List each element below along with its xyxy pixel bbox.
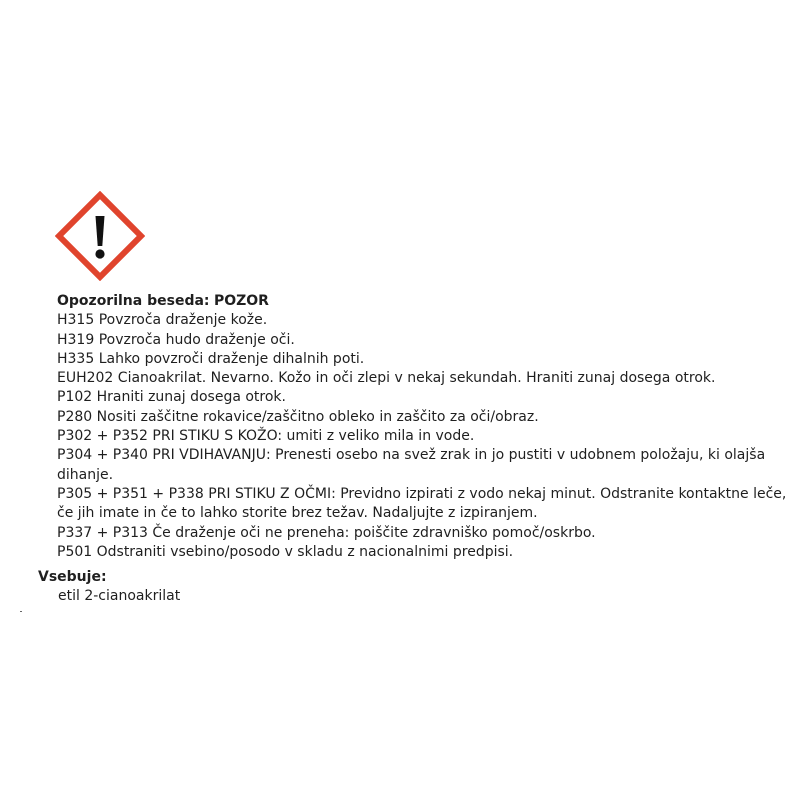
divider-mark (20, 611, 22, 612)
statement-p280: P280 Nositi zaščitne rokavice/zaščitno obleko in zaščito za oči/obraz. (57, 408, 539, 425)
statement-p102: P102 Hraniti zunaj dosega otrok. (57, 389, 286, 406)
contains-title: Vsebuje: (38, 569, 107, 585)
statement-h319: H319 Povzroča hudo draženje oči. (57, 331, 295, 348)
contains-section (38, 568, 180, 607)
statement-h335: H335 Lahko povzroči draženje dihalnih poti. (57, 350, 365, 367)
statement-p305-p351-p338: P305 + P351 + P338 PRI STIKU Z OČMI: Previdno izpirati z vodo nekaj minut. Odstranite kontaktne leče, če jih imate in če to lahko storite brez težav. Nadaljujte z izpiranjem. (57, 485, 787, 522)
ghs07-exclamation-mark-icon (55, 191, 145, 281)
statement-euh202: EUH202 Cianoakrilat. Nevarno. Kožo in oči zlepi v nekaj sekundah. Hraniti zunaj dosega otrok. (57, 370, 716, 387)
ghs-pictogram (55, 191, 145, 281)
statement-p337-p313: P337 + P313 Če draženje oči ne preneha: poiščite zdravniško pomoč/oskrbo. (57, 524, 596, 541)
signal-word-label: Opozorilna beseda: (57, 293, 210, 309)
statement-p302-p352: P302 + P352 PRI STIKU S KOŽO: umiti z veliko mila in vode. (57, 428, 475, 445)
signal-word-line (57, 292, 792, 311)
statement-h315: H315 Povzroča draženje kože. (57, 312, 268, 329)
contains-item: etil 2-cianoakrilat (58, 588, 181, 605)
hazard-statements (57, 292, 792, 562)
statement-p501: P501 Odstraniti vsebino/posodo v skladu z nacionalnimi predpisi. (57, 543, 514, 560)
signal-word-value: POZOR (213, 293, 269, 309)
statement-p304-p340: P304 + P340 PRI VDIHAVANJU: Prenesti osebo na svež zrak in jo pustiti v udobnem položaju, ki olajša dihanje. (57, 447, 766, 483)
